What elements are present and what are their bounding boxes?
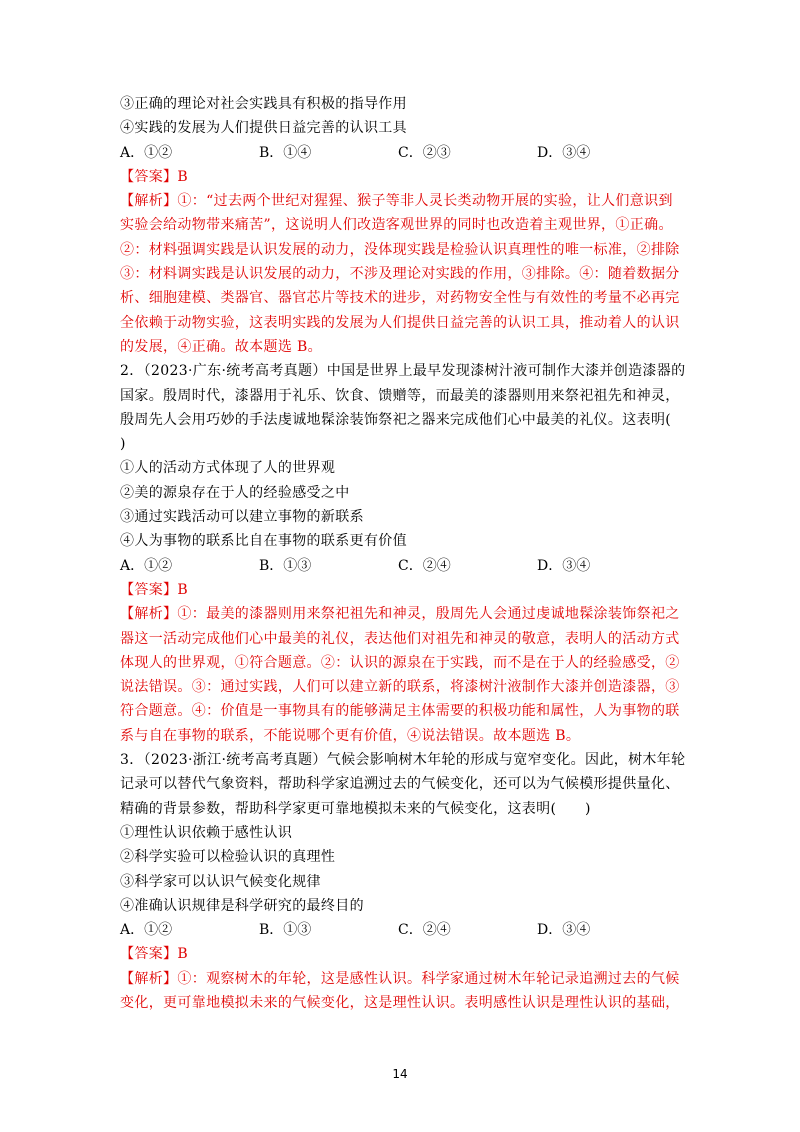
stem-line: 3．（2023·浙江·统考高考真题）气候会影响树木年轮的形成与宽窄变化。因此，树木年轮 — [120, 752, 686, 769]
analysis-line: 的发展，④正确。故本题选 B。 — [120, 338, 322, 355]
q1-statement-3: ③正确的理论对社会实践具有积极的指导作用 — [120, 96, 407, 112]
q2-option-b: B．①③ — [259, 557, 312, 574]
q3-answer: 【答案】B — [120, 946, 189, 963]
q3-option-d: D．③④ — [537, 922, 591, 939]
q3-statement-3: ③科学家可以认识气候变化规律 — [120, 873, 321, 890]
analysis-line: ③：材料调实践是认识发展的动力，不涉及理论对实践的作用，③排除。④：随着数据分 — [120, 266, 680, 283]
q3-statement-4: ④准确认识规律是科学研究的最终目的 — [120, 897, 364, 914]
q1-analysis — [120, 189, 680, 359]
page-number: 14 — [392, 1067, 408, 1081]
q2-statement-1: ①人的活动方式体现了人的世界观 — [120, 460, 336, 477]
analysis-line: 符合题意。④：价值是一事物具有的能够满足主体需要的积极功能和属性，人为事物的联 — [120, 703, 680, 720]
q2-statement-4: ④人为事物的联系比自在事物的联系更有价值 — [120, 533, 407, 550]
q2-analysis — [120, 602, 680, 748]
q1-option-b: B．①④ — [259, 144, 312, 161]
q1-answer: 【答案】B — [120, 168, 189, 185]
stem-line: 国家。殷周时代，漆器用于礼乐、饮食、馈赠等，而最美的漆器则用来祭祀祖先和神灵， — [120, 387, 680, 404]
stem-line: ) — [120, 436, 126, 453]
q1-option-d: D．③④ — [537, 144, 591, 161]
analysis-line: 系与自在事物的联系，不能说哪个更有价值，④说法错误。故本题选 B。 — [120, 727, 581, 744]
analysis-line: 全依赖于动物实验，这表明实践的发展为人们提供日益完善的认识工具，推动着人的认识 — [120, 314, 680, 331]
q1-statement-4: ④实践的发展为人们提供日益完善的认识工具 — [120, 120, 407, 137]
q2-answer: 【答案】B — [120, 581, 189, 598]
analysis-line: 【解析】①：“过去两个世纪对猩猩、猴子等非人灵长类动物开展的实验，让人们意识到 — [120, 193, 673, 210]
analysis-line: 【解析】①：最美的漆器则用来祭祀祖先和神灵，殷周先人会通过虔诚地髹涂装饰祭祀之 — [120, 606, 680, 623]
document-page — [120, 92, 686, 1015]
stem-line: 2．（2023·广东·统考高考真题）中国是世界上最早发现漆树汁液可制作大漆并创造漆器的 — [120, 363, 686, 380]
q3-stem — [120, 748, 686, 821]
q2-option-a: A．①② — [120, 557, 173, 574]
analysis-line: 变化，更可靠地模拟未来的气候变化，这是理性认识。表明感性认识是理性认识的基础， — [120, 994, 680, 1011]
q2-options — [120, 554, 680, 578]
q3-option-c: C．②④ — [398, 922, 451, 939]
stem-line: 记录可以替代气象资料，帮助科学家追溯过去的气候变化，还可以为气候模形提供量化、 — [120, 776, 680, 793]
q3-statement-2: ②科学实验可以检验认识的真理性 — [120, 849, 336, 866]
q1-option-c: C．②③ — [398, 144, 451, 161]
analysis-line: ②：材料强调实践是认识发展的动力，没体现实践是检验认识真理性的唯一标准，②排除 — [120, 241, 680, 258]
q3-option-b: B．①③ — [259, 922, 312, 939]
q2-statement-2: ②美的源泉存在于人的经验感受之中 — [120, 484, 350, 501]
q2-statement-3: ③通过实践活动可以建立事物的新联系 — [120, 509, 364, 526]
q1-option-a: A．①② — [120, 144, 173, 161]
analysis-line: 体现人的世界观，①符合题意。②：认识的源泉在于实践，而不是在于人的经验感受，② — [120, 654, 680, 671]
q3-analysis — [120, 967, 680, 1016]
analysis-line: 析、细胞建模、类器官、器官芯片等技术的进步，对药物安全性与有效性的考量不必再完 — [120, 290, 680, 307]
analysis-line: 实验会给动物带来痛苦”，这说明人们改造客观世界的同时也改造着主观世界，①正确。 — [120, 217, 673, 234]
q3-statement-1: ①理性认识依赖于感性认识 — [120, 824, 293, 841]
stem-line: 精确的背景参数，帮助科学家更可靠地模拟未来的气候变化，这表明( ) — [120, 800, 591, 817]
q2-stem — [120, 359, 686, 456]
stem-line: 殷周先人会用巧妙的手法虔诚地髹涂装饰祭祀之器来完成他们心中最美的礼仪。这表明( — [120, 411, 672, 428]
analysis-line: 说法错误。③：通过实践，人们可以建立新的联系，将漆树汁液制作大漆并创造漆器，③ — [120, 679, 680, 696]
q3-option-a: A．①② — [120, 922, 173, 939]
q2-option-c: C．②④ — [398, 557, 451, 574]
q1-options — [120, 141, 680, 165]
q2-option-d: D．③④ — [537, 557, 591, 574]
q3-options — [120, 918, 680, 942]
analysis-line: 【解析】①：观察树木的年轮，这是感性认识。科学家通过树木年轮记录追溯过去的气候 — [120, 970, 680, 987]
analysis-line: 器这一活动完成他们心中最美的礼仪，表达他们对祖先和神灵的敬意，表明人的活动方式 — [120, 630, 680, 647]
